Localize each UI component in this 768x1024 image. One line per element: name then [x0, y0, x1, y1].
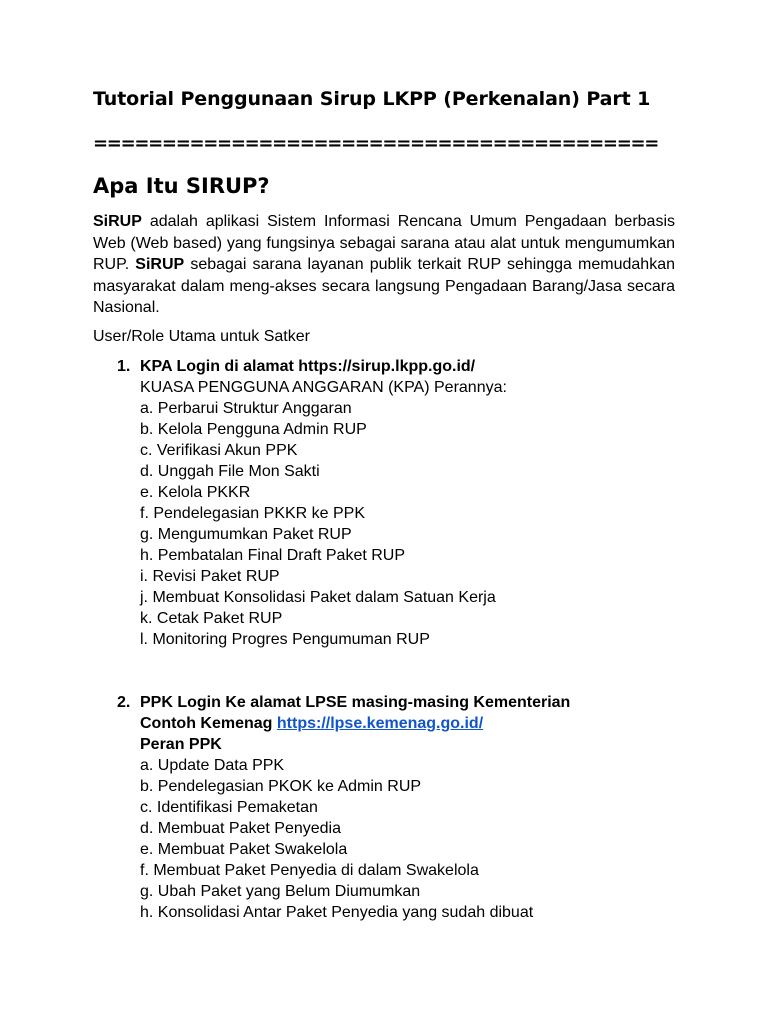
example-prefix: Contoh Kemenag — [140, 715, 277, 732]
list-item: h. Konsolidasi Antar Paket Penyedia yang sudah dibuat — [140, 904, 534, 921]
list-item: b. Kelola Pengguna Admin RUP — [140, 421, 367, 438]
list-number: 2. — [117, 694, 131, 711]
kpa-heading — [117, 356, 677, 377]
ppk-role-heading: Peran PPK — [140, 736, 222, 753]
list-item: e. Kelola PKKR — [140, 484, 251, 501]
intro-text-2: sebagai sarana layanan publik terkait RUP sehingga memudahkan masyarakat dalam meng-akses secara langsung Pengadaan Barang/Jasa secara Nasional. — [93, 256, 675, 316]
list-item: e. Membuat Paket Swakelola — [140, 841, 348, 858]
role-section-ppk — [117, 692, 677, 923]
list-item: f. Membuat Paket Penyedia di dalam Swakelola — [140, 862, 479, 879]
list-item: j. Membuat Konsolidasi Paket dalam Satuan Kerja — [140, 589, 496, 606]
list-item: a. Update Data PPK — [140, 757, 285, 774]
kpa-heading-text: KPA Login di alamat https://sirup.lkpp.go.id/ — [140, 358, 476, 375]
lpse-link[interactable]: https://lpse.kemenag.go.id/ — [276, 715, 484, 732]
list-item: c. Verifikasi Akun PPK — [140, 442, 298, 459]
list-number: 1. — [117, 358, 131, 375]
brand-name: SiRUP — [93, 213, 142, 230]
list-item: c. Identifikasi Pemaketan — [140, 799, 318, 816]
list-item: h. Pembatalan Final Draft Paket RUP — [140, 547, 406, 564]
document-title: Tutorial Penggunaan Sirup LKPP (Perkenalan) Part 1 — [93, 88, 651, 110]
list-item: k. Cetak Paket RUP — [140, 610, 283, 627]
ppk-heading — [117, 692, 677, 713]
brand-name-2: SiRUP — [135, 256, 185, 273]
separator-line: ========================================= — [93, 133, 659, 154]
role-section-kpa — [117, 356, 677, 650]
list-item: i. Revisi Paket RUP — [140, 568, 280, 585]
list-item: d. Membuat Paket Penyedia — [140, 820, 342, 837]
list-item: f. Pendelegasian PKKR ke PPK — [140, 505, 366, 522]
list-item: a. Perbarui Struktur Anggaran — [140, 400, 352, 417]
kpa-subheading: KUASA PENGGUNA ANGGARAN (KPA) Perannya: — [140, 379, 507, 396]
section-heading: Apa Itu SIRUP? — [93, 174, 270, 198]
role-line: User/Role Utama untuk Satker — [93, 328, 310, 345]
list-item: d. Unggah File Mon Sakti — [140, 463, 320, 480]
intro-text-1: adalah aplikasi Sistem Informasi Rencana Umum Pengadaan berbasis Web (Web based) yang fungsinya sebagai sarana atau alat untuk mengumumkan RUP. — [93, 213, 675, 273]
list-item: b. Pendelegasian PKOK ke Admin RUP — [140, 778, 422, 795]
ppk-heading-text: PPK Login Ke alamat LPSE masing-masing Kementerian — [140, 694, 571, 711]
list-item: g. Mengumumkan Paket RUP — [140, 526, 352, 543]
list-item: g. Ubah Paket yang Belum Diumumkan — [140, 883, 421, 900]
intro-paragraph — [93, 211, 675, 319]
ppk-example-line — [117, 713, 677, 734]
list-item: l. Monitoring Progres Pengumuman RUP — [140, 631, 430, 648]
